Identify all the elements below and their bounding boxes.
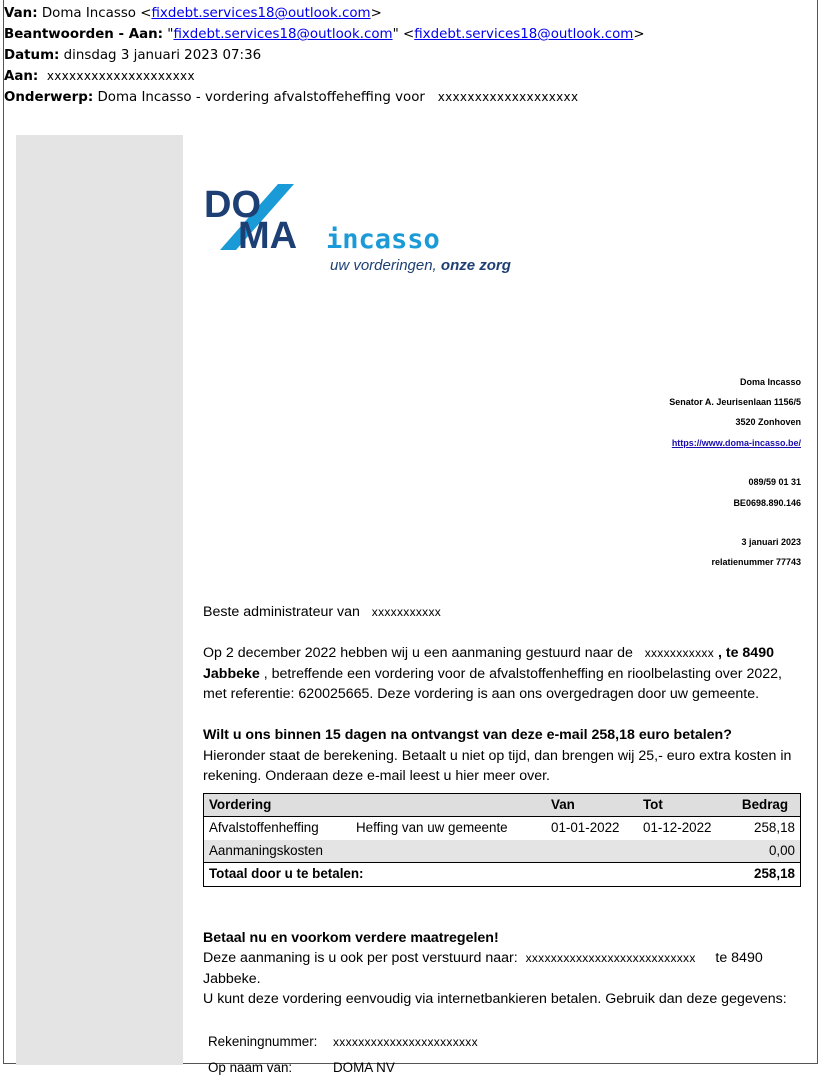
- cell-desc: [351, 840, 546, 863]
- payment-question: [203, 725, 806, 746]
- subject-masked: xxxxxxxxxxxxxxxxxxx: [437, 90, 579, 104]
- pay-heading-text: Betaal nu en voorkom verdere maatregelen!: [203, 929, 499, 946]
- p1-text-a: Op 2 december 2022 hebben wij u een aanmaning gestuurd naar de: [203, 645, 633, 661]
- from-label: Van:: [4, 6, 38, 21]
- reply-to-label: Beantwoorden - Aan:: [4, 27, 164, 42]
- cell-amount: 258,18: [754, 820, 795, 835]
- account-name-value: DOMA NV: [333, 1060, 395, 1076]
- cell-from: [546, 840, 638, 863]
- account-name-label: Op naam van:: [208, 1060, 293, 1076]
- sender-city: 3520 Zonhoven: [735, 417, 801, 428]
- letter-body: [203, 602, 806, 1082]
- reply-to-email-link-2[interactable]: fixdebt.services18@outlook.com: [414, 27, 634, 42]
- total-amount: 258,18: [730, 863, 801, 887]
- subject-row: [4, 87, 645, 108]
- p3-masked: xxxxxxxxxxxxxxxxxxxxxxxxxxx: [525, 951, 696, 965]
- col-to: Tot: [638, 793, 730, 817]
- left-margin-band: [16, 135, 183, 1065]
- paragraph-2: Hieronder staat de berekening. Betaalt u niet op tijd, dan brengen wij 25,- euro extra kosten in rekening. Onderaan deze e-mail leest u hier meer over.: [203, 747, 792, 784]
- cell-desc: Heffing van uw gemeente: [356, 820, 508, 835]
- paragraph-1: [203, 643, 806, 705]
- reply-to-email-link[interactable]: fixdebt.services18@outlook.com: [173, 27, 393, 42]
- reply-quote-close: " <: [392, 27, 415, 42]
- sender-phone: 089/59 01 31: [748, 477, 801, 488]
- cell-to: 01-12-2022: [643, 820, 712, 835]
- logo-word: incasso: [326, 224, 440, 255]
- from-email-link[interactable]: fixdebt.services18@outlook.com: [151, 6, 371, 21]
- subject-value: Doma Incasso - vordering afvalstoffeheffing voor: [97, 90, 425, 105]
- cell-claim: Afvalstoffenheffing: [209, 820, 319, 835]
- sender-address-block: [669, 372, 801, 573]
- pay-heading: [203, 928, 806, 949]
- greeting-masked: xxxxxxxxxxx: [371, 605, 442, 619]
- p3-text-a: Deze aanmaning is u ook per post verstuurd naar:: [203, 950, 518, 966]
- claims-table: [203, 793, 801, 887]
- email-header: [4, 3, 645, 108]
- logo-tagline: [330, 257, 511, 274]
- bank-name-row: [208, 1056, 806, 1082]
- cell-claim: Aanmaningskosten: [204, 840, 352, 863]
- greeting: [203, 602, 806, 623]
- email-printout: [3, 0, 818, 1076]
- col-amount: Bedrag: [730, 793, 801, 817]
- cell-from: 01-01-2022: [551, 820, 620, 835]
- from-close: >: [370, 6, 382, 21]
- bank-account-row: [208, 1030, 806, 1056]
- sender-name: Doma Incasso: [739, 377, 801, 387]
- to-label: Aan:: [4, 69, 39, 84]
- sender-street: Senator A. Jeurisenlaan 1156/5: [669, 397, 801, 408]
- col-desc: [351, 793, 546, 817]
- table-row: [204, 817, 801, 840]
- reply-quote-open: ": [167, 27, 174, 42]
- cell-to: [638, 840, 730, 863]
- col-from: Van: [546, 793, 638, 817]
- reply-close: >: [633, 27, 645, 42]
- date-value: dinsdag 3 januari 2023 07:36: [63, 48, 262, 63]
- account-label: Rekeningnummer:: [208, 1034, 318, 1050]
- date-row: [4, 45, 645, 66]
- from-name: Doma Incasso <: [41, 6, 152, 21]
- date-label: Datum:: [4, 48, 60, 63]
- relation-number: relatienummer 77743: [711, 557, 801, 568]
- greeting-text: Beste administrateur van: [203, 604, 360, 620]
- to-value-masked: xxxxxxxxxxxxxxxxxxxx: [46, 69, 195, 83]
- logo-mark-top: DO: [204, 184, 261, 226]
- cell-amount: 0,00: [730, 840, 801, 863]
- from-row: [4, 3, 645, 24]
- table-total-row: [204, 863, 801, 887]
- total-label: Totaal door u te betalen:: [204, 863, 731, 887]
- p3-text-b: te 8490: [715, 950, 763, 966]
- payment-question-text: Wilt u ons binnen 15 dagen na ontvangst van deze e-mail 258,18 euro betalen?: [203, 727, 732, 743]
- p3-text-c: Jabbeke.: [203, 970, 261, 987]
- logo-tagline-regular: uw vorderingen,: [330, 257, 437, 274]
- subject-label: Onderwerp:: [4, 90, 94, 105]
- logo-tagline-bold: onze zorg: [440, 257, 511, 274]
- sender-website-link[interactable]: https://www.doma-incasso.be/: [671, 437, 801, 448]
- to-row: [4, 66, 645, 87]
- table-header-row: [204, 793, 801, 817]
- reply-to-row: [4, 24, 645, 45]
- col-claim: Vordering: [204, 793, 352, 817]
- doma-incasso-logo: [202, 180, 522, 280]
- account-value-masked: xxxxxxxxxxxxxxxxxxxxxxx: [333, 1035, 478, 1050]
- bank-details: [208, 1030, 806, 1082]
- p1-text-b: , betreffende een vordering voor de afvalstoffenheffing en rioolbelasting over 2022, met referentie: 620025665. Deze vordering is aan ons overgedragen door uw gemeente.: [203, 665, 782, 702]
- letter-date: 3 januari 2023: [741, 537, 801, 548]
- table-row: [204, 840, 801, 863]
- paragraph-4: U kunt deze vordering eenvoudig via internetbankieren betalen. Gebruik dan deze gegevens:: [203, 991, 787, 1007]
- logo-mark-bottom: MA: [238, 215, 298, 257]
- paragraph-3: [203, 948, 806, 989]
- p1-masked: xxxxxxxxxxx: [644, 646, 715, 660]
- p1-bold-b: Jabbeke: [203, 665, 260, 682]
- sender-vat: BE0698.890.146: [733, 497, 801, 508]
- p1-bold-a: , te 8490: [717, 645, 774, 661]
